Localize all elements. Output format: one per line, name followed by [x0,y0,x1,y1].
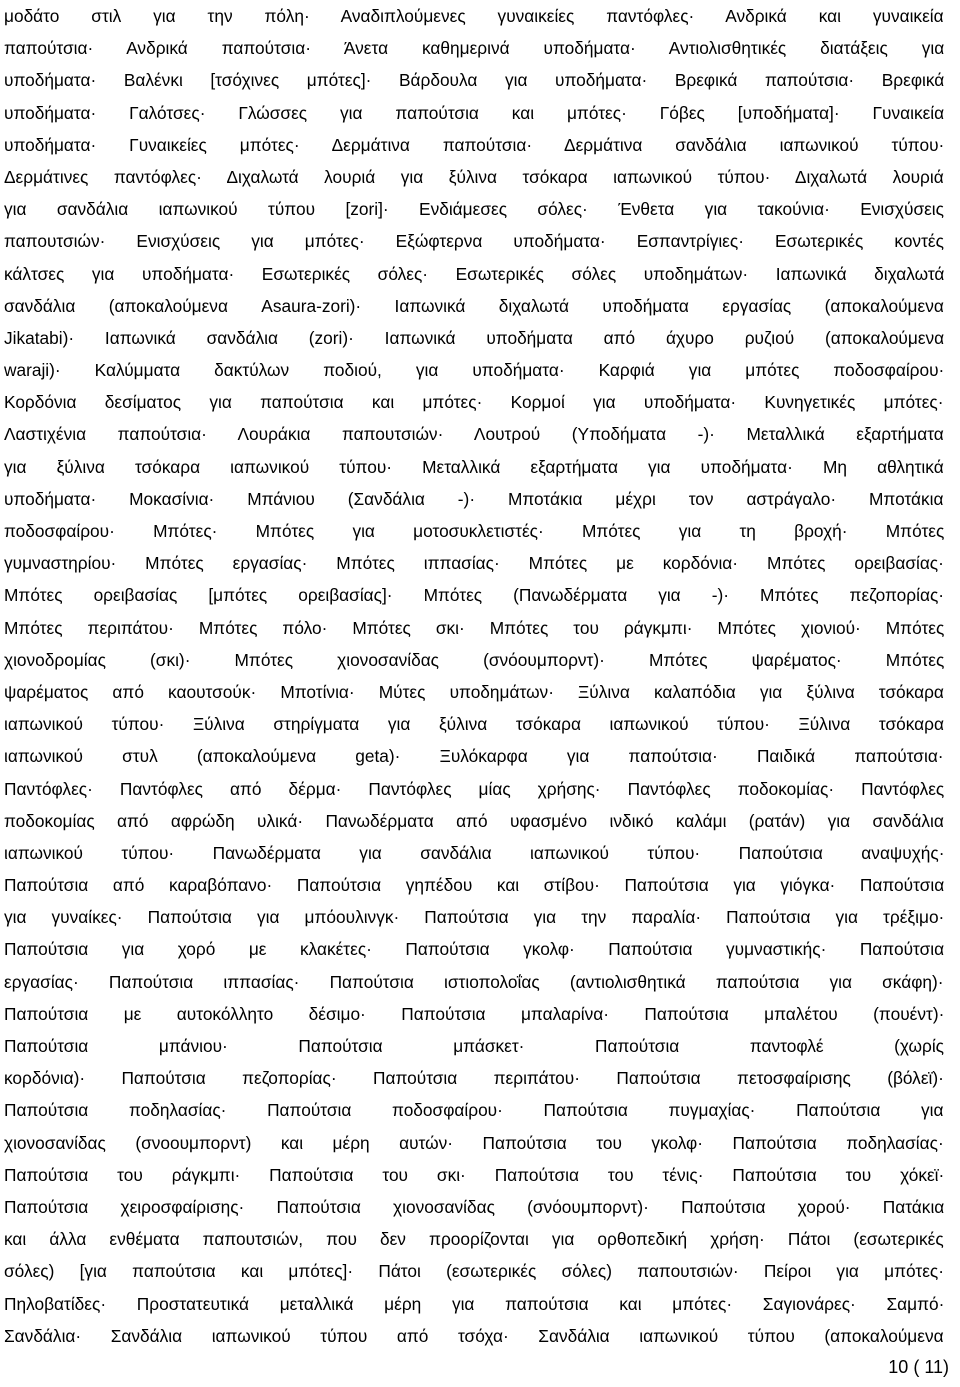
text-line: Πηλοβατίδες· Προστατευτικά μεταλλικά μέρη για παπούτσια και μπότες· Σαγιονάρες· Σαμπό· [4,1293,945,1314]
text-line: Παπούτσια με αυτοκόλλητο δέσιμο· Παπούτσια μπαλαρίνα· Παπούτσια μπαλέτου (πουέντ)· [4,1003,945,1024]
text-line: Παπούτσια ποδηλασίας· Παπούτσια ποδοσφαίρου· Παπούτσια πυγμαχίας· Παπούτσια για [4,1100,944,1121]
text-line: χιονοσανίδας (σνοουμπορντ) και μέρη αυτών· Παπούτσια του γκολφ· Παπούτσια ποδηλασίας· [4,1132,944,1153]
text-line: παπουτσιών· Ενισχύσεις για μπότες· Εξώφτερνα υποδήματα· Εσπαντρίγιες· Εσωτερικές κοντές [4,231,944,252]
text-line: εργασίας· Παπούτσια ιππασίας· Παπούτσια ιστιοπολοΐας (αντιολισθητικά παπούτσια για σκάφη)· [4,971,944,992]
text-line: υποδήματα· Γαλότσες· Γλώσσες για παπούτσια και μπότες· Γόβες [υποδήματα]· Γυναικεία [4,102,945,123]
text-line: ιαπωνικού στυλ (αποκαλούμενα geta)· Ξυλόκαρφα για παπούτσια· Παιδικά παπούτσια· [4,746,944,767]
text-line: σανδάλια (αποκαλούμενα Asaura-zori)· Ιαπωνικά διχαλωτά υποδήματα εργασίας (αποκαλούμενα [4,295,944,316]
text-line: γυμναστηρίου· Μπότες εργασίας· Μπότες ιππασίας· Μπότες με κορδόνια· Μπότες ορειβασίας· [4,553,944,574]
text-line: σόλες) [για παπούτσια και μπότες]· Πάτοι (εσωτερικές σόλες) παπουτσιών· Πείροι για μπότες· [4,1261,945,1282]
text-line: Παπούτσια του ράγκμπι· Παπούτσια του σκι· Παπούτσια του τένις· Παπούτσια του χόκεϊ· [4,1164,945,1185]
text-line: Jikatabi)· Ιαπωνικά σανδάλια (zori)· Ιαπωνικά υποδήματα από άχυρο ρυζιού (αποκαλούμενα [4,327,945,348]
text-line: Σανδάλια· Σανδάλια ιαπωνικού τύπου από τσόχα· Σανδάλια ιαπωνικού τύπου (αποκαλούμενα [4,1325,944,1346]
text-line: για γυναίκες· Παπούτσια για μπόουλινγκ· Παπούτσια για την παραλία· Παπούτσια για τρέξιμο· [4,907,945,928]
text-line: παπούτσια· Ανδρικά παπούτσια· Άνετα καθημερινά υποδήματα· Αντιολισθητικές διατάξεις για [4,38,945,59]
text-line: ψαρέματος από καουτσούκ· Μποτίνια· Μύτες υποδημάτων· Ξύλινα καλαπόδια για ξύλινα τσόκαρα [4,681,944,702]
text-line: χιονοδρομίας (σκι)· Μπότες χιονοσανίδας (σνόουμπορντ)· Μπότες ψαρέματος· Μπότες [4,649,945,670]
text-line: υποδήματα· Γυναικείες μπότες· Δερμάτινα παπούτσια· Δερμάτινα σανδάλια ιαπωνικού τύπου· [4,134,945,155]
text-line: υποδήματα· Μοκασίνια· Μπάνιου (Σανδάλια -)· Μποτάκια μέχρι τον αστράγαλο· Μποτάκια [4,488,944,509]
page-number: 10 ( 11) [888,1357,949,1377]
text-line: κάλτσες για υποδήματα· Εσωτερικές σόλες· Εσωτερικές σόλες υποδημάτων· Ιαπωνικά διχαλωτά [4,263,945,284]
text-line: για σανδάλια ιαπωνικού τύπου [zori]· Ενδιάμεσες σόλες· Ένθετα για τακούνια· Ενισχύσεις [4,199,944,220]
text-line: ποδοσφαίρου· Μπότες· Μπότες για μοτοσυκλετιστές· Μπότες για τη βροχή· Μπότες [4,521,945,541]
text-line: Κορδόνια δεσίματος για παπούτσια και μπότες· Κορμοί για υποδήματα· Κυνηγετικές μπότες· [4,392,944,413]
text-line: υποδήματα· Βαλένκι [τσόχινες μπότες]· Βάρδουλα για υποδήματα· Βρεφικά παπούτσια· Βρεφικά [4,70,945,91]
text-line: Λαστιχένια παπούτσια· Λουράκια παπουτσιών· Λουτρού (Υποδήματα -)· Μεταλλικά εξαρτήματα [4,424,944,445]
text-line: Παπούτσια χειροσφαίρισης· Παπούτσια χιονοσανίδας (σνόουμπορντ)· Παπούτσια χορού· Πατάκια [4,1196,945,1217]
text-line: waraji)· Καλύμματα δακτύλων ποδιού, για υποδήματα· Καρφιά για μπότες ποδοσφαίρου· [4,360,945,381]
text-line: Παπούτσια από καραβόπανο· Παπούτσια γηπέδου και στίβου· Παπούτσια για γιόγκα· Παπούτσια [4,875,945,896]
text-line: ιαπωνικού τύπου· Πανωδέρματα για σανδάλια ιαπωνικού τύπου· Παπούτσια αναψυχής· [4,842,945,863]
text-line: κορδόνια)· Παπούτσια πεζοπορίας· Παπούτσια περιπάτου· Παπούτσια πετοσφαίρισης (βόλεϊ)· [4,1068,944,1089]
text-line: ιαπωνικού τύπου· Ξύλινα στηρίγματα για ξύλινα τσόκαρα ιαπωνικού τύπου· Ξύλινα τσόκαρα [4,714,944,735]
text-line: Παντόφλες· Παντόφλες από δέρμα· Παντόφλες μίας χρήσης· Παντόφλες ποδοκομίας· Παντόφλες [4,778,945,799]
text-line: Παπούτσια μπάνιου· Παπούτσια μπάσκετ· Παπούτσια παντοφλέ (χωρίς [4,1036,944,1056]
body-text [4,0,944,1352]
text-line: Μπότες ορειβασίας [μπότες ορειβασίας]· Μπότες (Πανωδέρματα για -)· Μπότες πεζοπορίας· [4,585,945,606]
text-line: Δερμάτινες παντόφλες· Διχαλωτά λουριά για ξύλινα τσόκαρα ιαπωνικού τύπου· Διχαλωτά λουριά [4,166,944,187]
text-line: και άλλα ενθέματα παπουτσιών, που δεν προορίζονται για ορθοπεδική χρήση· Πάτοι (εσωτερικές [4,1229,944,1250]
text-line: Μπότες περιπάτου· Μπότες πόλο· Μπότες σκι· Μπότες του ράγκμπι· Μπότες χιονιού· Μπότες [4,617,945,638]
text-line: Παπούτσια για χορό με κλακέτες· Παπούτσια γκολφ· Παπούτσια γυμναστικής· Παπούτσια [4,939,945,960]
text-line: μοδάτο στιλ για την πόλη· Αναδιπλούμενες γυναικείες παντόφλες· Ανδρικά και γυναικεία [4,6,944,26]
text-line: ποδοκομίας από αφρώδη υλικά· Πανωδέρματα από υφασμένο ινδικό καλάμι (ρατάν) για σανδάλια [4,810,944,831]
text-line: για ξύλινα τσόκαρα ιαπωνικού τύπου· Μεταλλικά εξαρτήματα για υποδήματα· Μη αθλητικά [4,456,944,477]
